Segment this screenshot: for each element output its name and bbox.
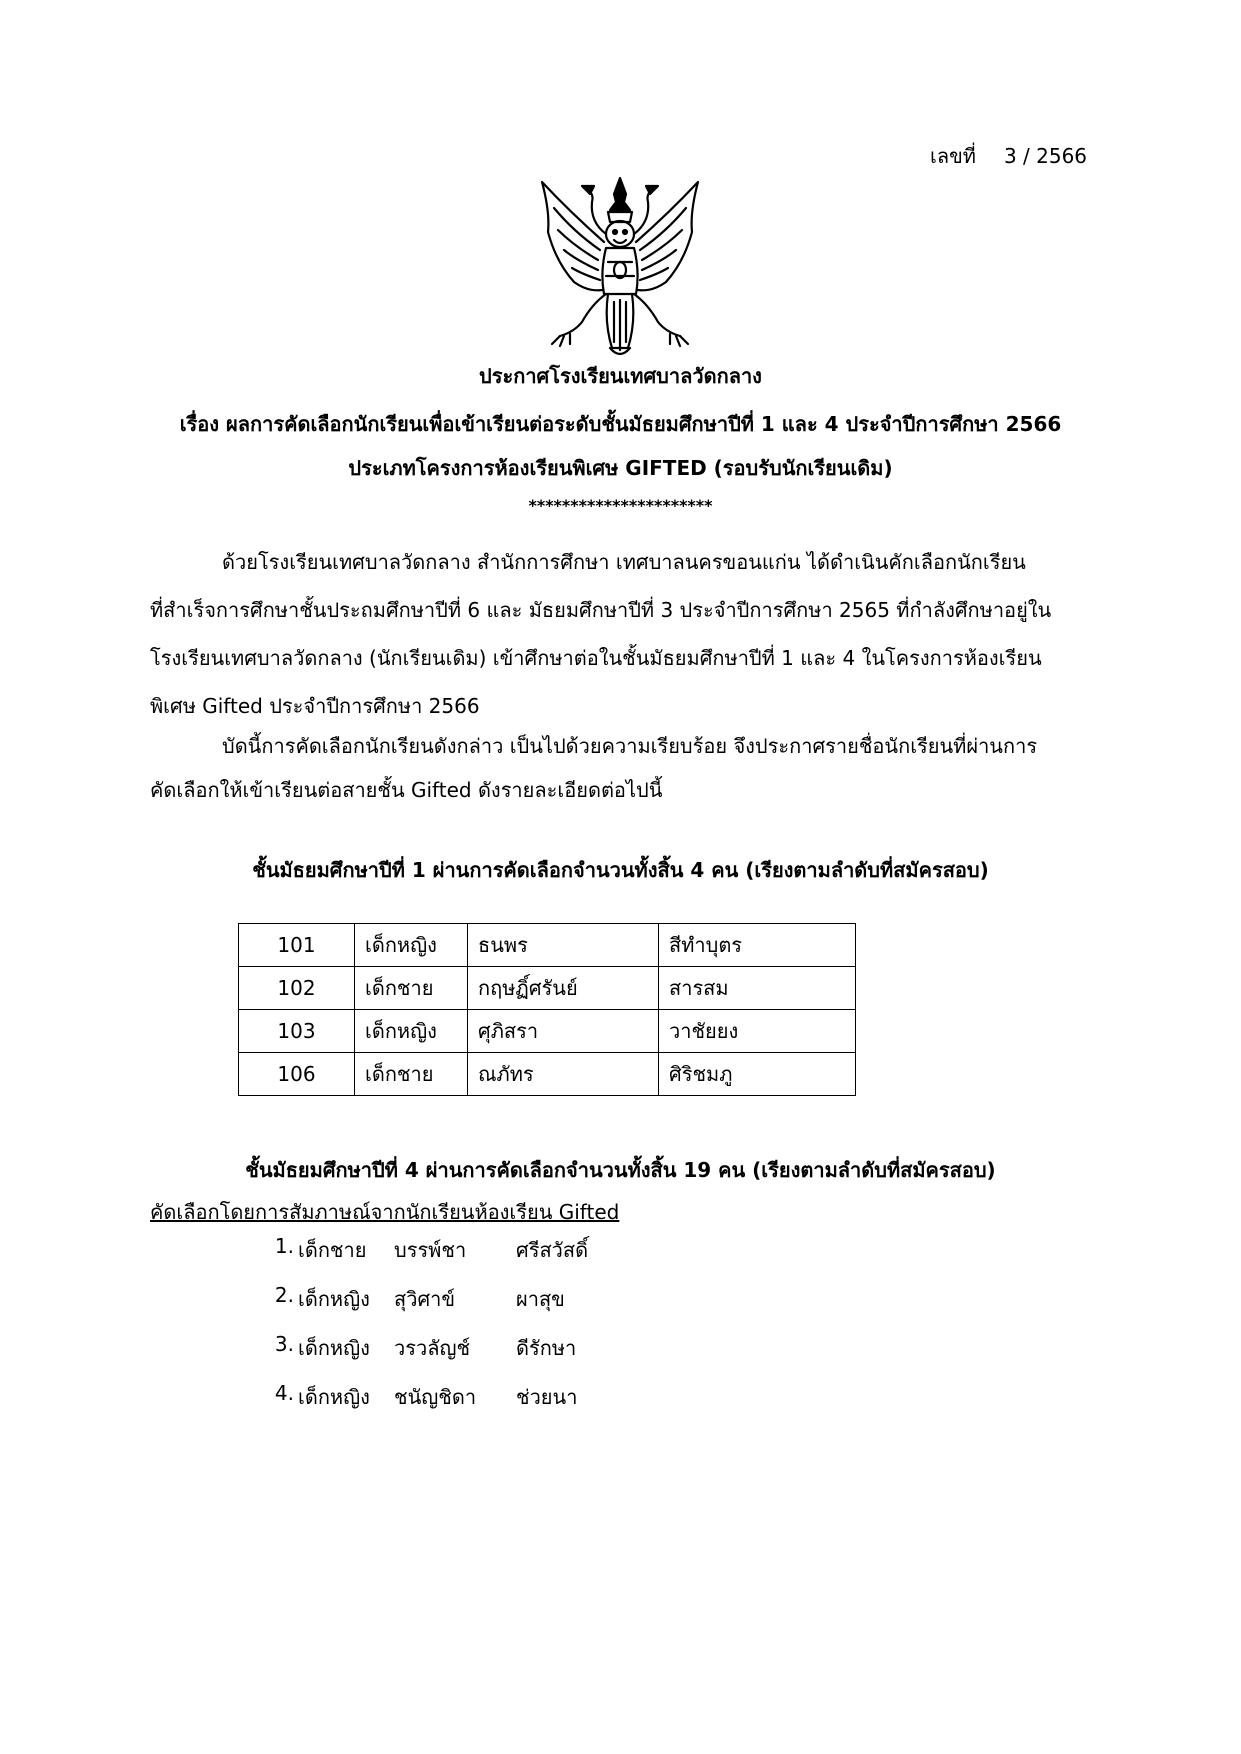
table-row (239, 924, 856, 967)
student-last-name: สารสม (659, 967, 856, 1010)
student-first-name: วรวลัญช์ (394, 1336, 471, 1360)
student-prefix: เด็กชาย (298, 1238, 367, 1262)
student-first-name: กฤษฏิ์ศรันย์ (468, 967, 659, 1010)
student-first-name: ธนพร (468, 924, 659, 967)
document-number (930, 140, 1130, 172)
student-id: 106 (239, 1053, 355, 1096)
paragraph-1-line-4: พิเศษ Gifted ประจำปีการศึกษา 2566 (150, 694, 480, 718)
list-number: 1. (274, 1234, 294, 1258)
document-number-label: เลขที่ (930, 144, 976, 168)
m4-selection-method: คัดเลือกโดยการสัมภาษณ์จากนักเรียนห้องเรียน Gifted (150, 1200, 620, 1224)
student-prefix: เด็กชาย (355, 967, 468, 1010)
table-row (239, 967, 856, 1010)
student-id: 102 (239, 967, 355, 1010)
student-last-name: ผาสุข (516, 1287, 565, 1311)
m4-section-title: ชั้นมัธยมศึกษาปีที่ 4 ผ่านการคัดเลือกจำนวนทั้งสิ้น 19 คน (เรียงตามลำดับที่สมัครสอบ) (245, 1158, 996, 1182)
student-first-name: ณภัทร (468, 1053, 659, 1096)
paragraph-1-line-1: ด้วยโรงเรียนเทศบาลวัดกลาง สำนักการศึกษา เทศบาลนครขอนแก่น ได้ดำเนินคักเลือกนักเรียน (222, 550, 1026, 574)
student-last-name: ดีรักษา (516, 1336, 577, 1360)
announcement-subject: เรื่อง ผลการคัดเลือกนักเรียนเพื่อเข้าเรียนต่อระดับชั้นมัธยมศึกษาปีที่ 1 และ 4 ประจำปีการศึกษา 2566 (179, 412, 1062, 436)
student-last-name: วาชัยยง (659, 1010, 856, 1053)
paragraph-1-line-3: โรงเรียนเทศบาลวัดกลาง (นักเรียนเดิม) เข้าศึกษาต่อในชั้นมัธยมศึกษาปีที่ 1 และ 4 ในโครงการห้องเรียน (150, 646, 1042, 670)
announcement-title: ประกาศโรงเรียนเทศบาลวัดกลาง (479, 364, 762, 388)
student-last-name: ช่วยนา (516, 1385, 578, 1409)
paragraph-2-line-2: คัดเลือกให้เข้าเรียนต่อสายชั้น Gifted ดังรายละเอียดต่อไปนี้ (150, 778, 663, 802)
student-first-name: ศุภิสรา (468, 1010, 659, 1053)
student-prefix: เด็กหญิง (298, 1336, 370, 1360)
m1-section-title: ชั้นมัธยมศึกษาปีที่ 1 ผ่านการคัดเลือกจำนวนทั้งสิ้น 4 คน (เรียงตามลำดับที่สมัครสอบ) (252, 858, 989, 882)
student-prefix: เด็กหญิง (355, 924, 468, 967)
student-first-name: ชนัญชิดา (394, 1385, 477, 1409)
student-prefix: เด็กชาย (355, 1053, 468, 1096)
student-last-name: สีทำบุตร (659, 924, 856, 967)
list-number: 3. (274, 1332, 294, 1356)
student-last-name: ศิริชมภู (659, 1053, 856, 1096)
student-last-name: ศรีสวัสดิ์ (516, 1238, 589, 1262)
table-row (239, 1010, 856, 1053)
paragraph-2-line-1: บัดนี้การคัดเลือกนักเรียนดังกล่าว เป็นไปด้วยความเรียบร้อย จึงประกาศรายชื่อนักเรียนที่ผ่านการ (222, 734, 1038, 758)
list-number: 2. (274, 1283, 294, 1307)
document-number-value: 3 / 2566 (1003, 144, 1088, 168)
m1-student-table (238, 923, 856, 1096)
separator-stars: ********************** (528, 496, 713, 515)
announcement-program: ประเภทโครงการห้องเรียนพิเศษ GIFTED (รอบรับนักเรียนเดิม) (348, 456, 893, 480)
garuda-emblem-icon (530, 172, 710, 362)
student-id: 101 (239, 924, 355, 967)
student-first-name: สุวิศาข์ (394, 1287, 456, 1311)
student-id: 103 (239, 1010, 355, 1053)
paragraph-1-line-2: ที่สำเร็จการศึกษาชั้นประถมศึกษาปีที่ 6 และ มัธยมศึกษาปีที่ 3 ประจำปีการศึกษา 2565 ที่กำลังศึกษาอยู่ใน (150, 598, 1052, 622)
list-number: 4. (274, 1381, 294, 1405)
student-prefix: เด็กหญิง (298, 1287, 370, 1311)
table-row (239, 1053, 856, 1096)
student-first-name: บรรพ์ชา (394, 1238, 467, 1262)
student-prefix: เด็กหญิง (355, 1010, 468, 1053)
student-prefix: เด็กหญิง (298, 1385, 370, 1409)
